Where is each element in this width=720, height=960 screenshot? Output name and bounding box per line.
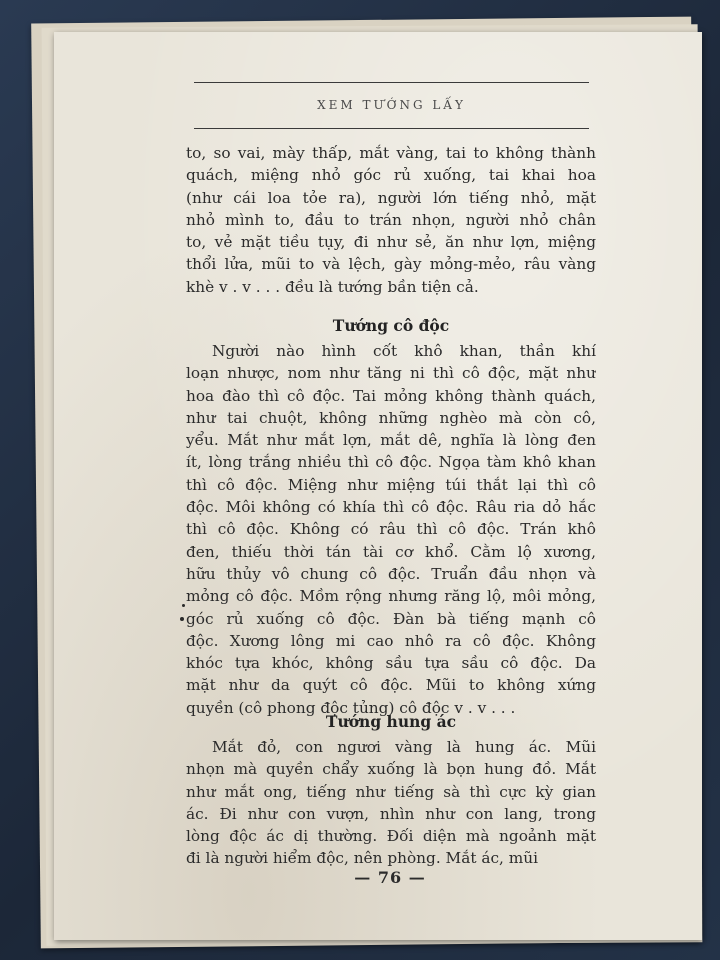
page-number: — 76 — bbox=[354, 868, 426, 887]
text-line: to, vẻ mặt tiều tụy, đi như sẻ, ăn như lợn, miệng bbox=[186, 233, 596, 252]
header-rule-top bbox=[194, 82, 589, 83]
text-line: Người nào hình cốt khô khan, thần khí bbox=[212, 342, 596, 360]
section-body-co-doc bbox=[186, 340, 596, 719]
top-paragraph bbox=[186, 142, 596, 298]
text-line: (như cái loa tỏe ra), người lớn tiếng nhỏ, mặt bbox=[186, 188, 596, 207]
text-line: mặt như da quýt cô độc. Mũi to không xứng bbox=[186, 676, 596, 695]
text-line: thổi lửa, mũi to và lệch, gày mỏng-mẻo, râu vàng bbox=[186, 255, 596, 274]
text-line: hữu thủy vô chung cô độc. Truẩn đầu nhọn và bbox=[186, 564, 596, 583]
text-line: khè v . v . . . đều là tướng bần tiện cả. bbox=[186, 277, 479, 296]
text-line: mỏng cô độc. Mồm rộng nhưng răng lộ, môi mỏng, bbox=[186, 587, 596, 606]
running-head: XEM TƯỚNG LẤY bbox=[317, 98, 466, 112]
text-line: yểu. Mắt như mắt lợn, mắt dê, nghĩa là lòng đen bbox=[186, 431, 596, 450]
text-line: thì cô độc. Không có râu thì cô độc. Trán khô bbox=[186, 520, 596, 539]
text-line: ác. Đi như con vượn, nhìn như con lang, trong bbox=[186, 804, 596, 823]
text-line: như mắt ong, tiếng như tiếng sà thì cực kỳ gian bbox=[186, 782, 596, 801]
text-line: góc rủ xuống cô độc. Đàn bà tiếng mạnh cô bbox=[186, 609, 596, 628]
text-line: độc. Xương lông mi cao nhô ra cô độc. Không bbox=[186, 631, 596, 650]
section-body-hung-ac bbox=[186, 736, 596, 870]
section-heading-hung-ac: Tướng hung ác bbox=[325, 712, 457, 731]
text-line: thì cô độc. Miệng như miệng túi thắt lại thì cô bbox=[186, 475, 596, 494]
text-line: như tai chuột, không những nghèo mà còn cô, bbox=[186, 408, 596, 427]
text-line: ít, lòng trắng nhiều thì cô độc. Ngọa tàm khô khan bbox=[186, 453, 596, 472]
header-rule-bottom bbox=[194, 128, 589, 129]
ink-spot bbox=[182, 604, 185, 607]
text-line: đi là người hiểm độc, nên phòng. Mắt ác, mũi bbox=[186, 849, 538, 868]
text-line: hoa đào thì cô độc. Tai mỏng không thành quách, bbox=[186, 386, 596, 405]
book-page bbox=[54, 32, 702, 940]
text-line: Mắt đỏ, con ngươi vàng là hung ác. Mũi bbox=[212, 738, 596, 756]
text-line: quyền (cô phong độc tủng) cô độc v . v . . . bbox=[186, 698, 516, 717]
ink-spot bbox=[180, 617, 184, 621]
text-line: quách, miệng nhỏ góc rủ xuống, tai khai hoa bbox=[186, 166, 596, 185]
section-heading-co-doc: Tướng cô độc bbox=[332, 316, 450, 335]
text-line: đen, thiếu thời tán tài cơ khổ. Cằm lộ xương, bbox=[186, 542, 596, 561]
text-line: độc. Môi không có khía thì cô độc. Râu ria dỏ hắc bbox=[186, 498, 596, 517]
text-line: lòng độc ác dị thường. Đối diện mà ngoảnh mặt bbox=[186, 827, 596, 846]
text-line: to, so vai, mày thấp, mắt vàng, tai to không thành bbox=[186, 144, 596, 162]
text-line: nhọn mà quyền chẩy xuống là bọn hung đồ. Mắt bbox=[186, 760, 596, 779]
text-line: khóc tựa khóc, không sầu tựa sầu cô độc. Da bbox=[186, 654, 596, 673]
text-line: loạn nhược, nom như tăng ni thì cô độc, mặt như bbox=[186, 364, 596, 383]
text-line: nhỏ mình to, đầu to trán nhọn, người nhỏ chân bbox=[186, 210, 596, 229]
